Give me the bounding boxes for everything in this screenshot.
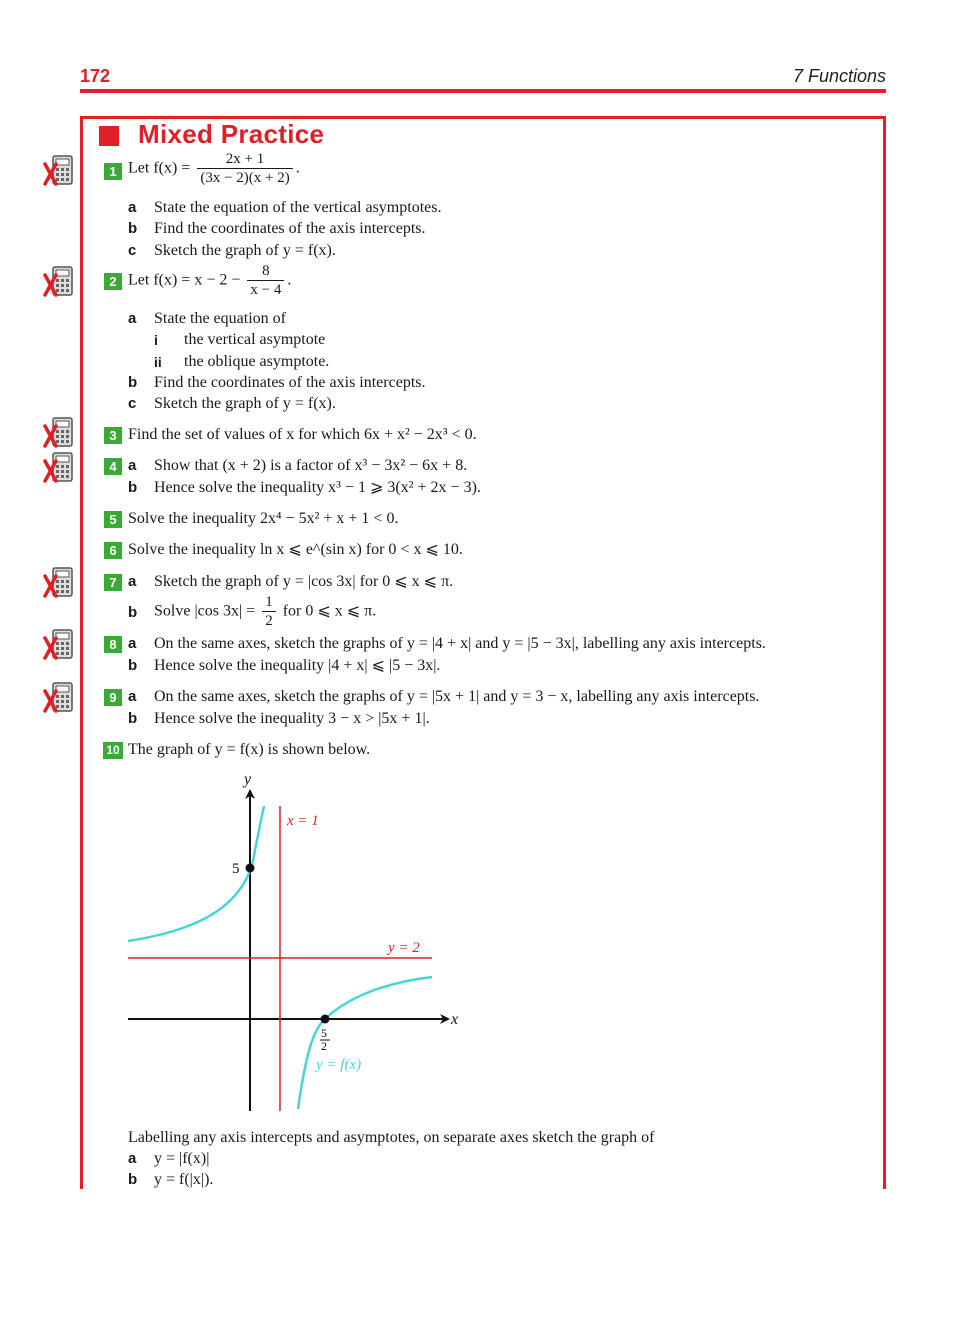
- question-number: 4: [104, 458, 122, 475]
- question-7b-numerator: 1: [265, 594, 273, 610]
- question-2b: Find the coordinates of the axis intercepts.: [154, 374, 426, 391]
- part-label: a: [128, 635, 137, 652]
- part-label: a: [128, 1150, 137, 1167]
- part-label: c: [128, 242, 137, 259]
- question-1-lead: Let f(x) =: [128, 159, 191, 177]
- question-2-lead: Let f(x) = x − 2 −: [128, 271, 241, 289]
- question-10a: y = |f(x)|: [154, 1150, 210, 1167]
- page-number: 172: [80, 66, 111, 86]
- x-intercept-denominator: 2: [321, 1039, 327, 1053]
- question-8a: On the same axes, sketch the graphs of y = |4 + x| and y = |5 − 3x|, labelling any axis intercepts.: [154, 635, 766, 652]
- question-number: 1: [104, 163, 122, 180]
- part-label: ii: [154, 354, 162, 370]
- part-label: i: [154, 332, 158, 348]
- curve-left-branch: [128, 806, 264, 941]
- part-label: b: [128, 604, 138, 621]
- y-intercept-point: [246, 864, 255, 873]
- question-number: 8: [104, 636, 122, 653]
- question-4a: Show that (x + 2) is a factor of x³ − 3x² − 6x + 8.: [154, 457, 468, 474]
- question-1a: State the equation of the vertical asymptotes.: [154, 199, 442, 216]
- curve-right-branch: [298, 977, 432, 1109]
- question-2-stem: Let f(x) = x − 2 − $\frac{8}{x - 4}$ .: [128, 263, 292, 298]
- y-intercept-label: 5: [232, 861, 240, 877]
- question-2aii: the oblique asymptote.: [184, 353, 330, 370]
- x-intercept-point: [321, 1015, 330, 1024]
- question-number: 10: [103, 742, 123, 759]
- part-label: b: [128, 657, 138, 674]
- question-5: Solve the inequality 2x⁴ − 5x² + x + 1 < 0.: [128, 510, 399, 527]
- question-number: 2: [104, 273, 122, 290]
- vertical-asymptote-label: x = 1: [287, 813, 319, 829]
- part-label: a: [128, 573, 137, 590]
- question-number: 5: [104, 511, 122, 528]
- question-1-numerator: 2x + 1: [225, 151, 265, 167]
- question-9b: Hence solve the inequality 3 − x > |5x + 1|.: [154, 710, 430, 727]
- question-3: Find the set of values of x for which 6x + x² − 2x³ < 0.: [128, 426, 477, 443]
- part-label: a: [128, 457, 137, 474]
- horizontal-asymptote-label: y = 2: [388, 940, 420, 956]
- part-label: a: [128, 199, 137, 216]
- question-number: 3: [104, 427, 122, 444]
- question-4b: Hence solve the inequality x³ − 1 ⩾ 3(x² + 2x − 3).: [154, 479, 481, 496]
- question-7b-tail: for 0 ⩽ x ⩽ π.: [282, 602, 377, 620]
- question-2c: Sketch the graph of y = f(x).: [154, 395, 336, 412]
- question-1-stem: Let f(x) = $\frac{2x + 1}{(3x - 2)(x + 2)}$ .: [128, 151, 300, 186]
- question-10-instruction: Labelling any axis intercepts and asymptotes, on separate axes sketch the graph of: [128, 1129, 655, 1146]
- part-label: b: [128, 479, 138, 496]
- question-7a: Sketch the graph of y = |cos 3x| for 0 ⩽ x ⩽ π.: [154, 573, 454, 590]
- question-2-numerator: 8: [262, 263, 270, 279]
- x-intercept-numerator: 5: [321, 1026, 327, 1040]
- question-number: 6: [104, 542, 122, 559]
- question-10: The graph of y = f(x) is shown below.: [128, 741, 371, 758]
- question-7b-lead: Solve |cos 3x| =: [154, 602, 256, 620]
- part-label: b: [128, 374, 138, 391]
- y-axis-label: y: [244, 771, 252, 788]
- part-label: b: [128, 220, 138, 237]
- section-title: Mixed Practice: [138, 119, 325, 149]
- part-label: b: [128, 710, 138, 727]
- question-1b: Find the coordinates of the axis intercepts.: [154, 220, 426, 237]
- part-label: a: [128, 688, 137, 705]
- question-2ai: the vertical asymptote: [184, 331, 326, 348]
- question-2-denominator: x − 4: [247, 280, 284, 299]
- part-label: a: [128, 310, 137, 327]
- question-8b: Hence solve the inequality |4 + x| ⩽ |5 − 3x|.: [154, 657, 441, 674]
- question-6: Solve the inequality ln x ⩽ e^(sin x) for 0 < x ⩽ 10.: [128, 541, 463, 558]
- question-number: 7: [104, 574, 122, 591]
- question-1-denominator: (3x − 2)(x + 2): [197, 168, 292, 187]
- question-1c: Sketch the graph of y = f(x).: [154, 242, 336, 259]
- curve-label: y = f(x): [316, 1057, 362, 1073]
- question-2a: State the equation of: [154, 310, 286, 327]
- chapter-title: 7 Functions: [792, 66, 886, 86]
- question-9a: On the same axes, sketch the graphs of y = |5x + 1| and y = 3 − x, labelling any axis intercepts.: [154, 688, 760, 705]
- part-label: c: [128, 395, 137, 412]
- question-10b: y = f(|x|).: [154, 1171, 214, 1188]
- part-label: b: [128, 1171, 138, 1188]
- question-7b-denominator: 2: [262, 611, 276, 630]
- question-number: 9: [104, 689, 122, 706]
- x-axis-label: x: [451, 1011, 459, 1028]
